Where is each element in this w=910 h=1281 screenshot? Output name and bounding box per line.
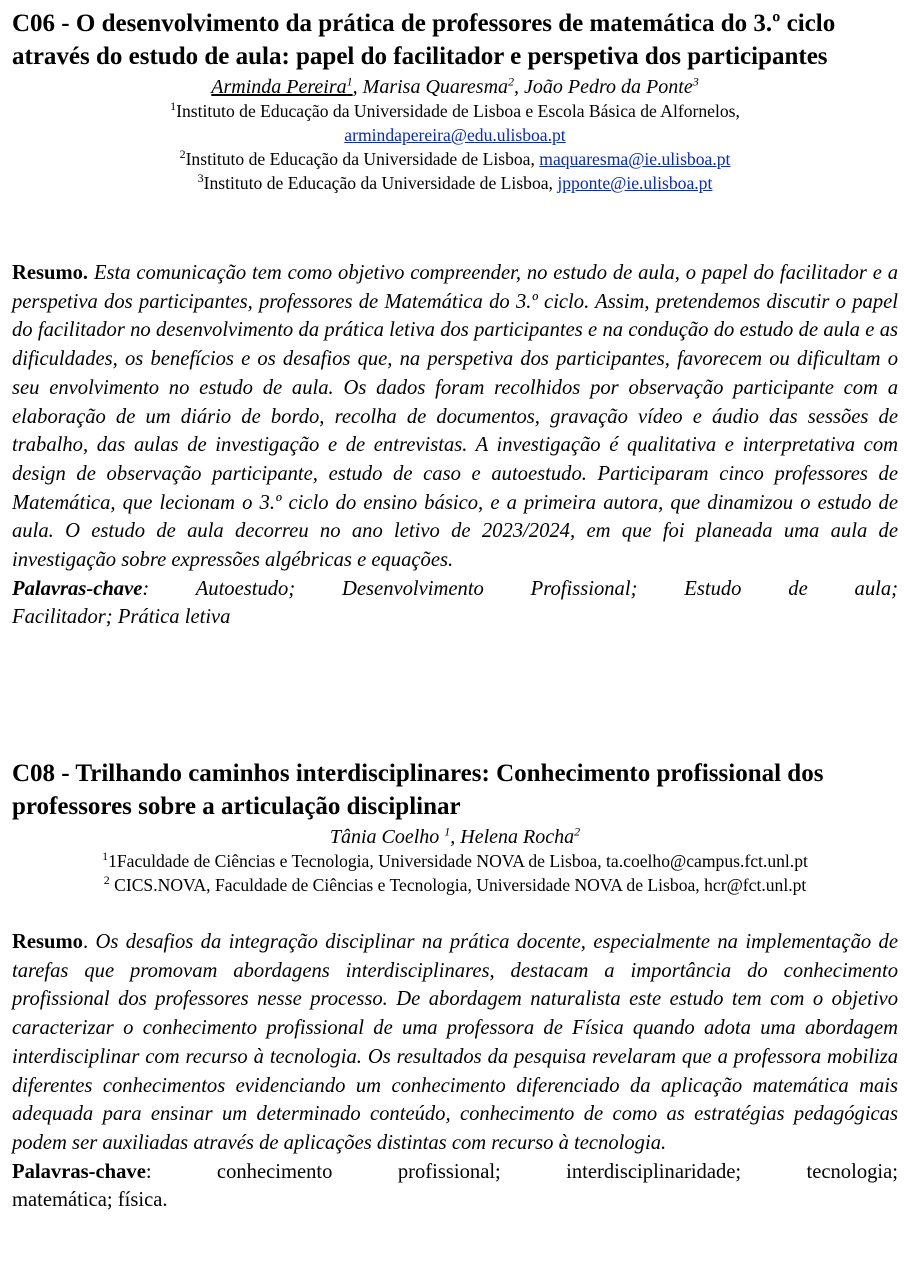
paper-title: C06 - O desenvolvimento da prática de professores de matemática do 3.º ciclo através do estudo de aula: papel do facilitador e perspetiva dos participantes: [12, 10, 836, 70]
abstract-c06: [12, 7, 898, 195]
abstract-text: Resumo. Os desafios da integração disciplinar na prática docente, especialmente na implementação de tarefas que promovam abordagens interdisciplinares, destacam a importância do conhecimento profissional dos professores nesse processo. De abordagem naturalista este estudo tem com o objetivo caracterizar o conhecimento profissional de uma professora de Física quando adota uma abordagem interdisciplinar com recurso à tecnologia. Os resultados da pesquisa revelaram que a professora mobiliza diferentes conhecimentos evidenciando um conhecimento diferenciado da aplicação matemática mais adequada para ensinar um determinado conteúdo, conhecimento de como as estratégias pedagógicas podem ser auxiliadas através de aplicações distintas com recurso à tecnologia.: [12, 931, 898, 1154]
keywords-label: Palavras-chave: [12, 1160, 146, 1183]
affiliation-2: $^2$ CICS.NOVA, Faculdade de Ciências e Tecnologia, Universidade NOVA de Lisboa, hcr@fct.unl.pt: [103, 873, 807, 895]
email-link[interactable]: armindapereira@edu.ulisboa.pt: [344, 125, 566, 145]
keywords-line: Palavras-chave: Autoestudo; Desenvolvimento Profissional; Estudo de aula;: [12, 577, 898, 600]
affiliation-2: $^2$Instituto de Educação da Universidade de Lisboa, maquaresma@ie.ulisboa.pt: [179, 147, 731, 169]
author-name: Marisa Quaresma: [362, 76, 509, 98]
paper-title: C08 - Trilhando caminhos interdisciplinares: Conhecimento profissional dos professores sobre a articulação disciplinar: [12, 760, 824, 820]
email-link[interactable]: jpponte@ie.ulisboa.pt: [557, 173, 713, 193]
author-name: Tânia Coelho: [329, 826, 445, 848]
keywords-label: Palavras-chave: [12, 577, 143, 600]
affiliation-3: $^3$Instituto de Educação da Universidade de Lisboa, jpponte@ie.ulisboa.pt: [197, 171, 713, 193]
affiliation-1: $^1$1Faculdade de Ciências e Tecnologia, Universidade NOVA de Lisboa, ta.coelho@campus.fct.unl.pt: [102, 849, 808, 871]
abstract-label: Resumo.: [12, 262, 89, 284]
author-list: Tânia Coelho $^1$, Helena Rocha$^2$: [329, 824, 581, 848]
abstract-c06-body: [12, 259, 898, 632]
author-name: João Pedro da Ponte: [524, 76, 693, 98]
abstract-c08-body: [12, 928, 898, 1215]
author-list: Arminda Pereira$^1$, Marisa Quaresma$^2$, João Pedro da Ponte$^3$: [211, 74, 699, 98]
abstract-label: Resumo: [12, 931, 83, 953]
keywords-line: Palavras-chave: conhecimento profissional; interdisciplinaridade; tecnologia;: [12, 1160, 898, 1183]
author-name: Arminda Pereira$^1$: [211, 74, 353, 98]
email-link[interactable]: maquaresma@ie.ulisboa.pt: [539, 149, 731, 169]
keywords-line: matemática; física.: [12, 1189, 168, 1212]
abstract-text: Resumo. Esta comunicação tem como objetivo compreender, no estudo de aula, o papel do facilitador e a perspetiva dos participantes, professores de Matemática do 3.º ciclo. Assim, pretendemos discutir o papel do facilitador no desenvolvimento da prática letiva dos participantes e na condução do estudo de aula e as dificuldades, os benefícios e os desafios que, na perspetiva dos participantes, favorecem ou dificultam o seu envolvimento no estudo de aula. Os dados foram recolhidos por observação participante com a elaboração de um diário de bordo, recolha de documentos, gravação vídeo e áudio das sessões de trabalho, das aulas de investigação e de entrevistas. A investigação é qualitativa e interpretativa com design de observação participante, estudo de caso e autoestudo. Participaram cinco professores de Matemática, que lecionam o 3.º ciclo do ensino básico, e a primeira autora, que dinamizou o estudo de aula. O estudo de aula decorreu no ano letivo de 2023/2024, em que foi planeada uma aula de investigação sobre expressões algébricas e equações.: [12, 262, 898, 572]
abstract-c08: [12, 757, 898, 897]
affiliation-1: $^1$Instituto de Educação da Universidade de Lisboa e Escola Básica de Alfornelos, armindapereira@edu.ulisboa.pt: [170, 99, 740, 145]
author-name: Helena Rocha: [460, 826, 575, 848]
keywords-line: Facilitador; Prática letiva: [12, 606, 231, 629]
